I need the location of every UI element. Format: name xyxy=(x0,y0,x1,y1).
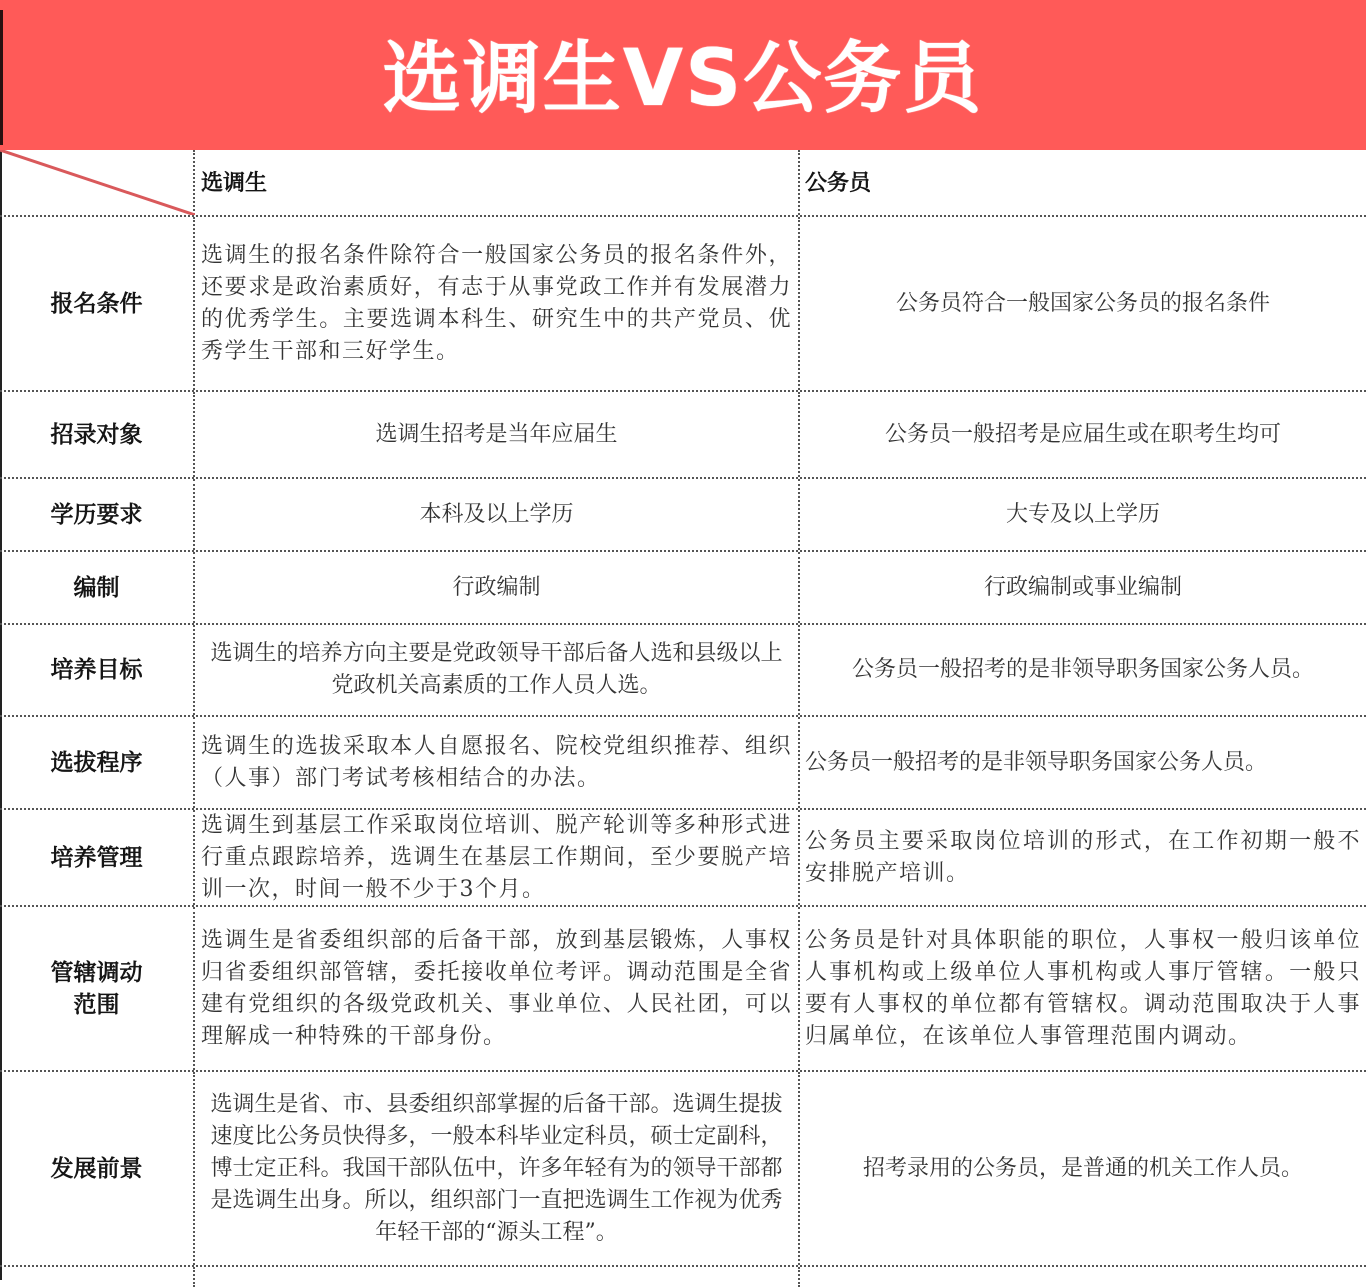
cell-text: 公务员符合一般国家公务员的报名条件 xyxy=(895,290,1270,316)
table-row xyxy=(0,717,1366,810)
cell-text: 公务员一般招考是应届生或在职考生均可 xyxy=(884,421,1281,447)
table-header-row xyxy=(0,150,1366,217)
xuandiaosheng-cell xyxy=(195,1267,800,1287)
banner-edge xyxy=(0,10,3,145)
table-row xyxy=(0,810,1366,907)
header-corner-cell xyxy=(0,150,195,215)
diagonal-divider-icon xyxy=(0,150,195,215)
gongwuyuan-cell xyxy=(800,717,1366,808)
header-xuandiaosheng xyxy=(195,150,800,215)
row-label-cell xyxy=(0,392,195,477)
cell-text: 选调生的选拔采取本人自愿报名、院校党组织推荐、组织（人事）部门考试考核相结合的办法。 xyxy=(201,733,792,791)
xuandiaosheng-cell xyxy=(195,217,800,390)
row-label: 报名条件 xyxy=(50,289,143,317)
cell-text: 行政编制 xyxy=(452,574,541,600)
xuandiaosheng-cell xyxy=(195,1072,800,1265)
table-row xyxy=(0,217,1366,392)
row-label: 招录对象 xyxy=(50,420,143,448)
column-header-label: 选调生 xyxy=(201,169,268,196)
cell-text: 公务员是针对具体职能的职位，人事权一般归该单位人事机构或上级单位人事机构或人事厅管辖。一般只要有人事权的单位都有管辖权。调动范围取决于人事归属单位，在该单位人事管理范围内调动。 xyxy=(805,927,1361,1049)
table-row xyxy=(0,1072,1366,1267)
cell-text: 选调生是省、市、县委组织部掌握的后备干部。选调生提拔速度比公务员快得多，一般本科毕业定科员，硕士定副科，博士定正科。我国干部队伍中，许多年轻有为的领导干部都是选调生出身。所以，组织部门一直把选调生工作视为优秀年轻干部的“源头工程”。 xyxy=(210,1091,783,1245)
row-label: 培养目标 xyxy=(50,656,143,683)
gongwuyuan-cell xyxy=(800,479,1366,550)
cell-text: 选调生是省委组织部的后备干部，放到基层锻炼，人事权归省委组织部管辖，委托接收单位考评。调动范围是全省建有党组织的各级党政机关、事业单位、人民社团，可以理解成一种特殊的干部身份。 xyxy=(201,927,792,1049)
xuandiaosheng-cell xyxy=(195,552,800,623)
row-label: 编制 xyxy=(73,573,120,601)
gongwuyuan-cell xyxy=(800,907,1366,1070)
table-row xyxy=(0,625,1366,717)
xuandiaosheng-cell xyxy=(195,479,800,550)
xuandiaosheng-cell xyxy=(195,625,800,715)
gongwuyuan-cell xyxy=(800,625,1366,715)
row-label: 选拔程序 xyxy=(50,748,143,776)
row-label: 学历要求 xyxy=(50,500,143,528)
gongwuyuan-cell xyxy=(800,1072,1366,1265)
table-row xyxy=(0,479,1366,552)
row-label-cell xyxy=(0,479,195,550)
row-label-cell xyxy=(0,907,195,1070)
cell-text: 公务员主要采取岗位培训的形式，在工作初期一般不安排脱产培训。 xyxy=(805,828,1361,886)
cell-text: 招考录用的公务员，是普通的机关工作人员。 xyxy=(862,1155,1303,1181)
table-row-partial xyxy=(0,1267,1366,1287)
row-label-cell xyxy=(0,1267,195,1287)
row-label-cell xyxy=(0,810,195,905)
gongwuyuan-cell xyxy=(800,1267,1366,1287)
cell-text: 公务员一般招考的是非领导职务国家公务人员。 xyxy=(805,749,1268,775)
row-label: 管辖调动范围 xyxy=(50,958,143,1018)
xuandiaosheng-cell xyxy=(195,392,800,477)
cell-text: 大专及以上学历 xyxy=(1005,501,1160,527)
row-label-cell xyxy=(0,1072,195,1265)
cell-text: 选调生的培养方向主要是党政领导干部后备人选和县级以上党政机关高素质的工作人员人选。 xyxy=(210,641,783,698)
row-label: 培养管理 xyxy=(50,843,143,871)
xuandiaosheng-cell xyxy=(195,907,800,1070)
table-row xyxy=(0,907,1366,1072)
row-label-cell xyxy=(0,717,195,808)
cell-text: 选调生到基层工作采取岗位培训、脱产轮训等多种形式进行重点跟踪培养，选调生在基层工作期间，至少要脱产培训一次，时间一般不少于3个月。 xyxy=(201,812,792,902)
cell-text: 本科及以上学历 xyxy=(419,501,574,527)
gongwuyuan-cell xyxy=(800,552,1366,623)
row-label-cell xyxy=(0,625,195,715)
gongwuyuan-cell xyxy=(800,392,1366,477)
cell-text: 公务员一般招考的是非领导职务国家公务人员。 xyxy=(851,657,1314,682)
row-label: 发展前景 xyxy=(50,1154,143,1182)
table-row xyxy=(0,392,1366,479)
gongwuyuan-cell xyxy=(800,810,1366,905)
table-row xyxy=(0,552,1366,625)
xuandiaosheng-cell xyxy=(195,717,800,808)
cell-text: 选调生招考是当年应届生 xyxy=(375,421,618,447)
row-label-cell xyxy=(0,552,195,623)
cell-text: 行政编制或事业编制 xyxy=(983,574,1182,600)
xuandiaosheng-cell xyxy=(195,810,800,905)
page-title: 选调生VS公务员 xyxy=(382,34,984,124)
gongwuyuan-cell xyxy=(800,217,1366,390)
row-label-cell xyxy=(0,217,195,390)
column-header-label: 公务员 xyxy=(805,169,872,196)
cell-text: 选调生的报名条件除符合一般国家公务员的报名条件外，还要求是政治素质好，有志于从事党政工作并有发展潜力的优秀学生。主要选调本科生、研究生中的共产党员、优秀学生干部和三好学生。 xyxy=(201,242,792,364)
title-banner xyxy=(0,0,1366,150)
header-gongwuyuan xyxy=(800,150,1366,215)
